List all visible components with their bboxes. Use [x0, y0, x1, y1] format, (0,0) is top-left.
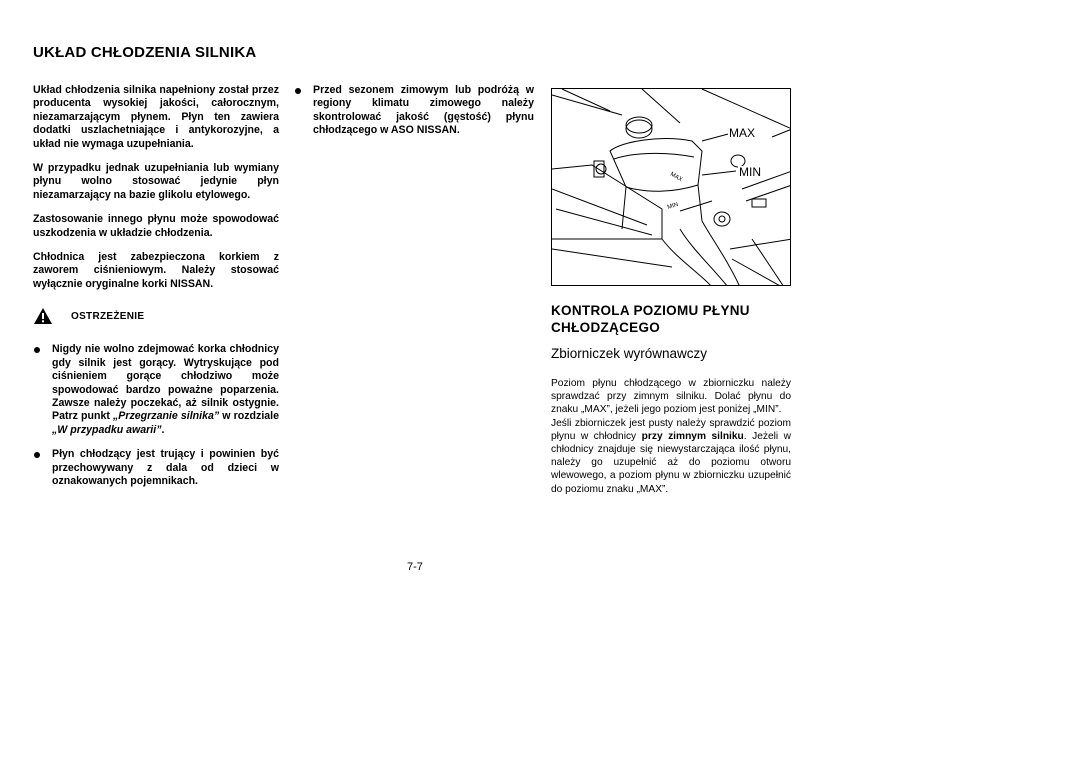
bullet-text: Przed sezonem zimowym lub podróżą w regiony klimatu zimowego należy skontrolować jakość (gęstość) płynu chłodzącego w ASO NISSAN. [313, 84, 534, 137]
list-item-toxic-warning [33, 448, 279, 488]
paragraph-coolant-type: W przypadku jednak uzupełniania lub wymiany płynu wolno stosować jedynie płyn niezamarzający na bazie glikolu etylowego. [33, 162, 279, 201]
paragraph-text-part1: Jeśli zbiorniczek jest pusty należy sprawdzić poziom płynu w chłodnicy [551, 417, 791, 442]
bullet-text: Płyn chłodzący jest trujący i powinien być przechowywany z dala od dzieci w oznakowanych pojemnikach. [52, 448, 279, 487]
coolant-reservoir-illustration [551, 88, 791, 286]
paragraph-check-level: Poziom płynu chłodzącego w zbiorniczku należy sprawdzać przy zimnym silniku. Dolać płynu do znaku „MAX”, jeżeli jego poziom jest poniżej „MIN”. [551, 378, 791, 416]
page-number: 7-7 [407, 561, 423, 573]
warning-label: OSTRZEŻENIE [71, 311, 145, 323]
bullet-text-part1: Nigdy nie wolno zdejmować korka chłodnicy gdy silnik jest gorący. Wytryskujące pod ciśnieniem gorące chłodziwo może spowodować bardzo poważne poparzenia. Zawsze należy poczekać, aż silnik ostygnie. Patrz punkt [52, 343, 279, 423]
reservoir-max-mark: MAX [669, 171, 684, 184]
max-level-label: MAX [729, 126, 756, 140]
middle-column [294, 84, 534, 149]
paragraph-coolant-factory: Układ chłodzenia silnika napełniony został przez producenta wysokiej jakości, całorocznym, niezamarzającym płynem. Płyn ten zawiera dodatki uszlachetniające i antykorozyjne, a układ nie wymaga uzupełniania. [33, 84, 279, 150]
right-column [551, 88, 791, 496]
left-column [33, 84, 279, 499]
bullet-icon [34, 452, 40, 458]
warning-icon [33, 307, 53, 325]
list-item-hot-cap-warning [33, 343, 279, 437]
engine-bay-drawing [552, 89, 791, 286]
min-level-label: MIN [739, 165, 761, 179]
paragraph-radiator-cap: Chłodnica jest zabezpieczona korkiem z zaworem ciśnieniowym. Należy stosować wyłącznie oryginalne korki NISSAN. [33, 251, 279, 290]
section-heading-line2: CHŁODZĄCEGO [551, 320, 661, 335]
bullet-icon [34, 347, 40, 353]
reservoir-min-mark: MIN [666, 201, 680, 211]
list-item-winter-check [294, 84, 534, 138]
section-heading-line1: KONTROLA POZIOMU PŁYNU [551, 303, 750, 318]
subheading-reservoir: Zbiorniczek wyrównawczy [551, 346, 708, 361]
bullet-text-part3: . [161, 423, 165, 436]
paragraph-emphasis: przy zimnym silniku [641, 430, 744, 442]
paragraph-other-fluid: Zastosowanie innego płynu może spowodować uszkodzenia w układzie chłodzenia. [33, 213, 279, 239]
bullet-text-part2: w rozdziale [219, 410, 279, 423]
bullet-icon [295, 88, 301, 94]
page-title: UKŁAD CHŁODZENIA SILNIKA [33, 44, 257, 61]
paragraph-empty-reservoir [551, 417, 791, 496]
reference-overheating: „Przegrzanie silnika” [113, 410, 220, 423]
reference-breakdown: „W przypadku awarii” [52, 423, 162, 436]
paragraph-text-part2: . Jeżeli w chłodnicy znajduje się niewystarczająca ilość płynu, należy go uzupełnić aż do poziomu otworu wlewowego, a poziom płynu w zbiorniczku uzupełnić do poziomu znaku „MAX”. [551, 430, 791, 495]
warning-header [33, 307, 279, 331]
section-heading [551, 302, 791, 336]
